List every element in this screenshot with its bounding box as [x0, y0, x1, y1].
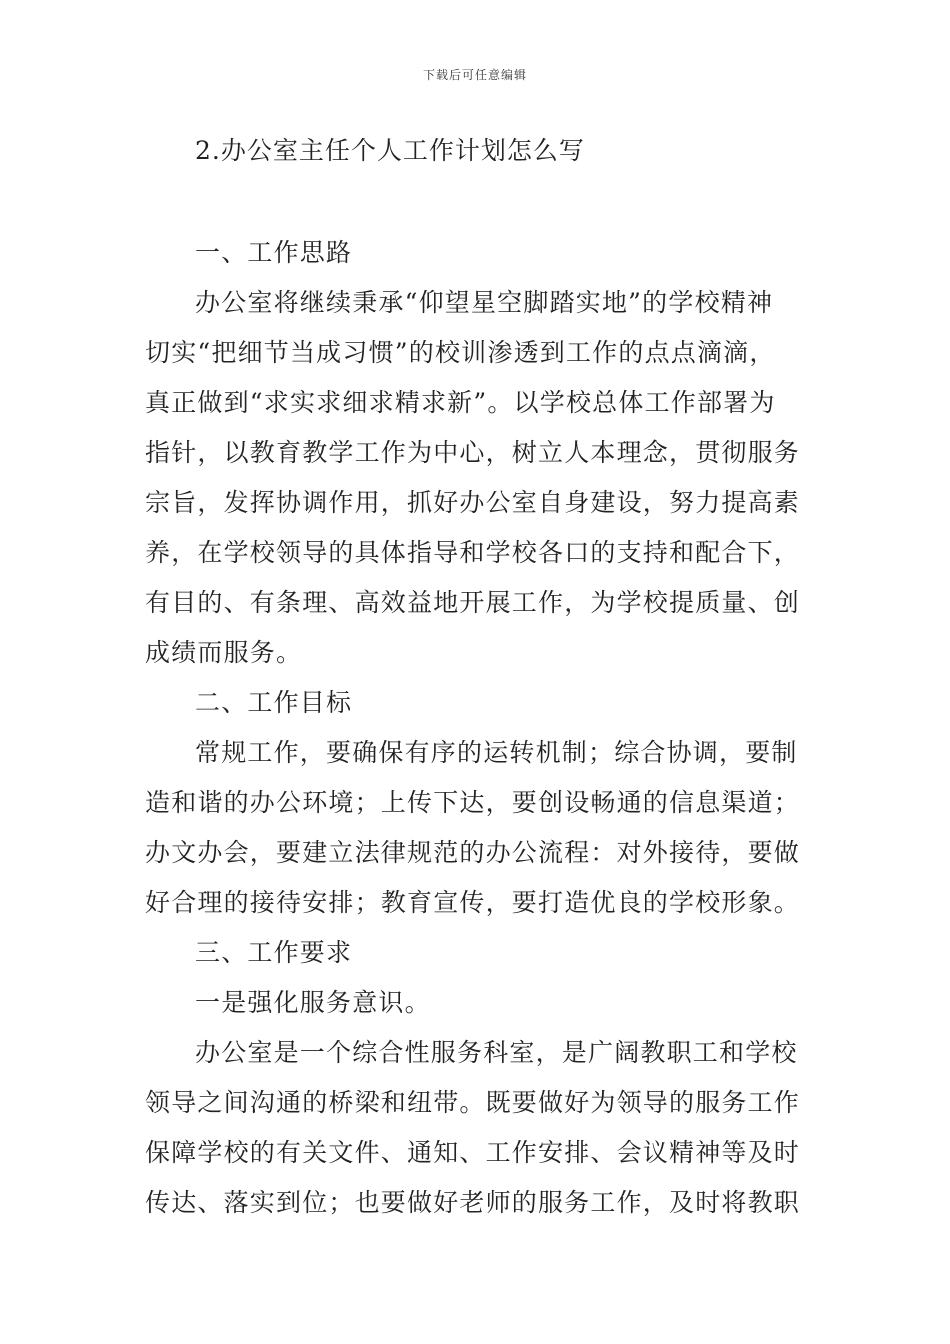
- paragraph-line: 办公室将继续秉承“仰望星空脚踏实地”的学校精神: [195, 288, 774, 317]
- document-body: [145, 228, 825, 1228]
- paragraph-line: 办公室是一个综合性服务科室，是广阔教职工和学校: [195, 1038, 798, 1067]
- paragraph-line: 成绩而服务。: [145, 638, 303, 667]
- paragraph-line: 保障学校的有关文件、通知、工作安排、会议精神等及时: [145, 1138, 801, 1167]
- section-heading-work-approach: 一、工作思路: [195, 238, 353, 267]
- paragraph-line: 办文办会，要建立法律规范的办公流程：对外接待，要做: [145, 838, 801, 867]
- subheading-service-awareness: 一是强化服务意识。: [195, 988, 431, 1017]
- paragraph-line: 造和谐的办公环境；上传下达，要创设畅通的信息渠道；: [145, 788, 801, 817]
- section-heading-work-requirements: 三、工作要求: [195, 938, 353, 967]
- paragraph-line: 传达、落实到位；也要做好老师的服务工作，及时将教职: [145, 1188, 801, 1217]
- page-header-note: 下载后可任意编辑: [422, 68, 527, 82]
- paragraph-line: 真正做到“求实求细求精求新”。以学校总体工作部署为: [145, 388, 776, 417]
- paragraph-line: 切实“把细节当成习惯”的校训渗透到工作的点点滴滴，: [145, 338, 776, 367]
- paragraph-line: 好合理的接待安排；教育宣传，要打造优良的学校形象。: [145, 888, 801, 917]
- document-title: 2.办公室主任个人工作计划怎么写: [195, 136, 585, 165]
- paragraph-line: 指针，以教育教学工作为中心，树立人本理念，贯彻服务: [145, 438, 801, 467]
- paragraph-line: 领导之间沟通的桥梁和纽带。既要做好为领导的服务工作: [145, 1088, 801, 1117]
- section-heading-work-goals: 二、工作目标: [195, 688, 353, 717]
- paragraph-line: 养，在学校领导的具体指导和学校各口的支持和配合下，: [145, 538, 801, 567]
- paragraph-line: 宗旨，发挥协调作用，抓好办公室自身建设，努力提高素: [145, 488, 801, 517]
- paragraph-line: 有目的、有条理、高效益地开展工作，为学校提质量、创: [145, 588, 801, 617]
- paragraph-line: 常规工作，要确保有序的运转机制；综合协调，要制: [195, 738, 798, 767]
